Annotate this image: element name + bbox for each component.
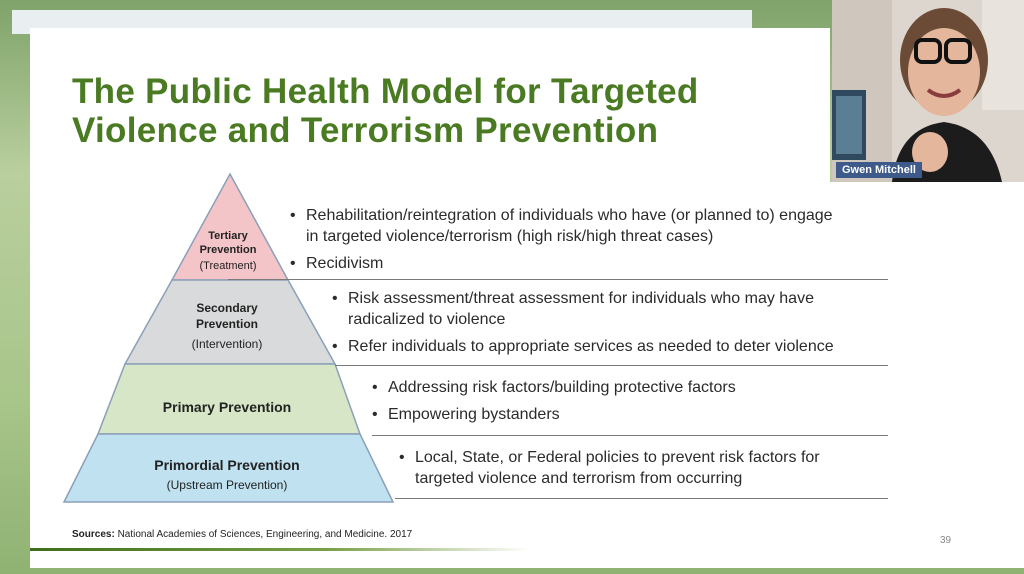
divider-tertiary: [228, 279, 888, 280]
divider-secondary: [335, 365, 888, 366]
bullets-primary: [370, 377, 870, 431]
sources-text: National Academies of Sciences, Engineering, and Medicine. 2017: [117, 529, 413, 540]
bullet-item: • Recidivism: [288, 253, 848, 274]
bullet-item: • Refer individuals to appropriate services as needed to deter violence: [330, 336, 910, 357]
tier-name-2: Prevention: [195, 317, 258, 331]
tier-sub: (Upstream Prevention): [166, 478, 288, 492]
bullet-item: • Rehabilitation/reintegration of individuals who have (or planned to) engage in targeted violence/terrorism (high risk/high threat cases): [288, 205, 848, 247]
tier-label-primordial: [112, 455, 342, 495]
tier-name: Tertiary: [208, 230, 248, 242]
tier-name: Secondary: [196, 301, 258, 315]
tier-sub: (Intervention): [191, 337, 263, 351]
bullets-tertiary: [288, 205, 848, 280]
bullet-item: • Local, State, or Federal policies to prevent risk factors for targeted violence and terrorism from occurring: [397, 447, 847, 489]
divider-primordial: [395, 498, 888, 499]
tier-sub: (Treatment): [199, 260, 257, 272]
tier-name-2: Prevention: [199, 244, 257, 256]
tier-name: Primary Prevention: [162, 399, 292, 415]
sources-label: Sources:: [72, 529, 115, 540]
participant-video-feed: [832, 0, 1024, 182]
bullets-secondary: [330, 288, 910, 363]
bullet-item: • Addressing risk factors/building protective factors: [370, 377, 870, 398]
bullet-item: • Empowering bystanders: [370, 404, 870, 425]
participant-video-tile[interactable]: [832, 0, 1024, 182]
tier-label-primary: [127, 398, 327, 416]
tier-label-tertiary: [178, 229, 278, 273]
tier-name: Primordial Prevention: [154, 457, 300, 473]
divider-primary: [372, 435, 888, 436]
slide-title: [72, 72, 699, 150]
footer-accent-line: [30, 548, 530, 551]
participant-name-tag: Gwen Mitchell: [836, 162, 922, 178]
slide-title-line-1: The Public Health Model for Targeted: [72, 72, 699, 111]
page-number: 39: [940, 535, 952, 546]
bullets-primordial: [397, 447, 847, 495]
slide-title-line-2: Violence and Terrorism Prevention: [72, 111, 659, 150]
sources-note: [72, 529, 412, 540]
tier-label-secondary: [165, 300, 289, 352]
bullet-item: • Risk assessment/threat assessment for individuals who may have radicalized to violence: [330, 288, 888, 330]
